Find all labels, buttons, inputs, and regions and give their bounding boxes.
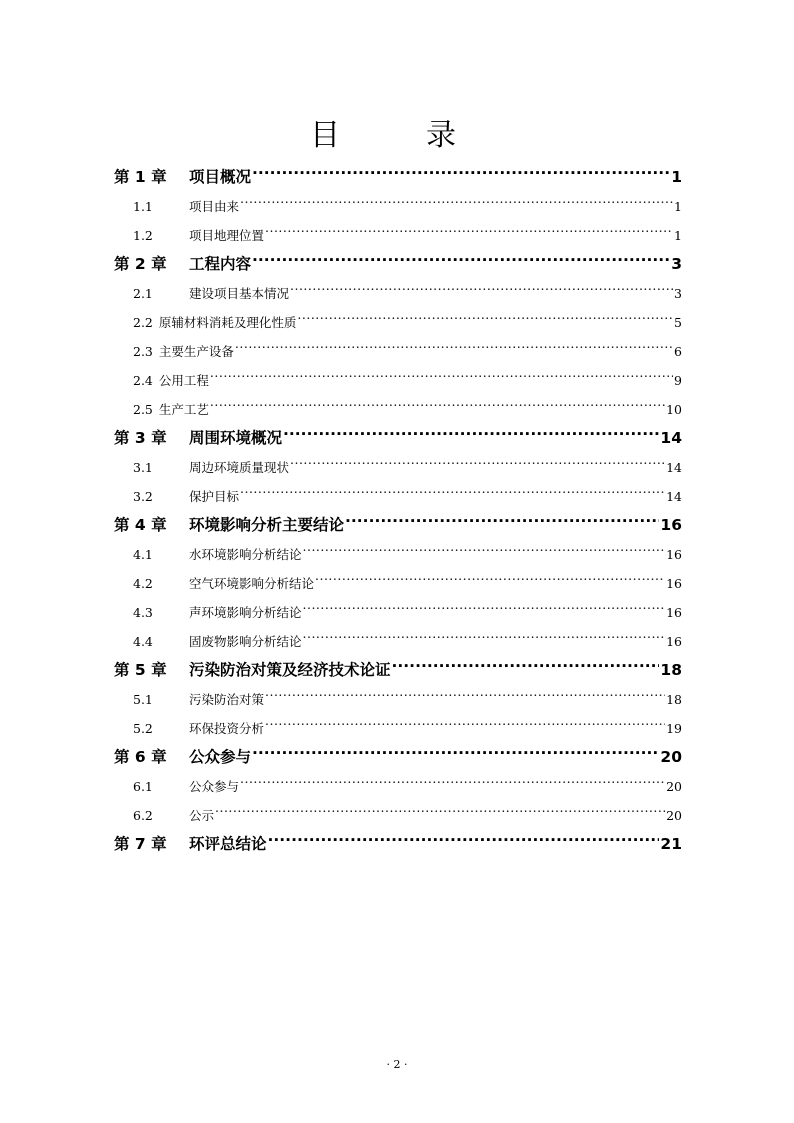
dot-leader [265, 692, 665, 705]
dot-leader [268, 834, 660, 850]
chapter-number: 第 6 章 [114, 748, 167, 766]
page-ref: 14 [660, 429, 682, 447]
section-title: 原辅材料消耗及理化性质 [158, 315, 297, 330]
section-number: 3.1 [133, 460, 153, 475]
section-title: 项目由来 [189, 199, 240, 214]
section-number: 4.3 [133, 605, 153, 620]
dot-leader [252, 254, 670, 270]
section-number: 4.1 [133, 547, 153, 562]
dot-leader [303, 547, 666, 560]
section-number: 4.4 [133, 634, 153, 649]
section-number: 5.2 [133, 721, 153, 736]
chapter-number: 第 7 章 [114, 835, 167, 853]
toc-chapter-entry[interactable] [114, 743, 682, 772]
page-ref: 5 [674, 315, 682, 330]
section-number: 6.2 [133, 808, 153, 823]
toc-section-entry[interactable] [114, 772, 682, 801]
section-title: 保护目标 [189, 489, 240, 504]
dot-leader [252, 167, 670, 183]
page-ref: 16 [660, 516, 682, 534]
page-ref: 20 [666, 808, 682, 823]
toc-section-entry[interactable] [114, 482, 682, 511]
dot-leader [265, 228, 673, 241]
page-ref: 1 [671, 168, 682, 186]
toc-section-entry[interactable] [114, 395, 682, 424]
toc-section-entry[interactable] [114, 221, 682, 250]
toc-section-entry[interactable] [114, 192, 682, 221]
page-ref: 16 [666, 634, 682, 649]
section-title: 污染防治对策 [189, 692, 265, 707]
section-title: 周边环境质量现状 [189, 460, 290, 475]
dot-leader [315, 576, 665, 589]
chapter-title: 项目概况 [189, 168, 252, 186]
section-title: 环保投资分析 [189, 721, 265, 736]
page-ref: 1 [674, 228, 682, 243]
section-number: 2.1 [133, 286, 153, 301]
page-ref: 10 [666, 402, 682, 417]
toc-section-entry[interactable] [114, 569, 682, 598]
chapter-number: 第 1 章 [114, 168, 167, 186]
toc-chapter-entry[interactable] [114, 830, 682, 859]
dot-leader [215, 808, 665, 821]
section-number: 2.2 [133, 315, 153, 330]
dot-leader [210, 373, 673, 386]
dot-leader [303, 605, 666, 618]
page-ref: 14 [666, 460, 682, 475]
page-ref: 16 [666, 576, 682, 591]
page-ref: 18 [660, 661, 682, 679]
toc-section-entry[interactable] [114, 366, 682, 395]
page-ref: 6 [674, 344, 682, 359]
section-title: 声环境影响分析结论 [189, 605, 302, 620]
section-number: 2.3 [133, 344, 153, 359]
chapter-number: 第 5 章 [114, 661, 167, 679]
page-number: · 2 · [386, 1058, 408, 1071]
toc-section-entry[interactable] [114, 308, 682, 337]
section-title: 空气环境影响分析结论 [189, 576, 315, 591]
page-ref: 9 [674, 373, 682, 388]
section-title: 项目地理位置 [189, 228, 265, 243]
dot-leader [265, 721, 665, 734]
page-ref: 14 [666, 489, 682, 504]
section-title: 公众参与 [189, 779, 240, 794]
toc-chapter-entry[interactable] [114, 163, 682, 192]
dot-leader [392, 660, 660, 676]
section-number: 3.2 [133, 489, 153, 504]
page-ref: 20 [666, 779, 682, 794]
toc-section-entry[interactable] [114, 627, 682, 656]
toc-section-entry[interactable] [114, 685, 682, 714]
page-ref: 16 [666, 605, 682, 620]
section-title: 公用工程 [158, 373, 209, 388]
chapter-title: 工程内容 [189, 255, 252, 273]
section-title: 水环境影响分析结论 [189, 547, 302, 562]
chapter-title: 环境影响分析主要结论 [189, 516, 345, 534]
dot-leader [252, 747, 659, 763]
page-ref: 20 [660, 748, 682, 766]
dot-leader [303, 634, 666, 647]
section-title: 建设项目基本情况 [189, 286, 290, 301]
dot-leader [290, 286, 673, 299]
section-number: 4.2 [133, 576, 153, 591]
toc-section-entry[interactable] [114, 453, 682, 482]
section-number: 5.1 [133, 692, 153, 707]
dot-leader [283, 428, 659, 444]
section-number: 2.5 [133, 402, 153, 417]
page-ref: 3 [674, 286, 682, 301]
dot-leader [290, 460, 665, 473]
toc-section-entry[interactable] [114, 540, 682, 569]
toc-section-entry[interactable] [114, 598, 682, 627]
toc-section-entry[interactable] [114, 714, 682, 743]
page-ref: 1 [674, 199, 682, 214]
dot-leader [297, 315, 673, 328]
toc-chapter-entry[interactable] [114, 511, 682, 540]
toc-section-entry[interactable] [114, 801, 682, 830]
chapter-number: 第 4 章 [114, 516, 167, 534]
chapter-number: 第 2 章 [114, 255, 167, 273]
page-ref: 19 [666, 721, 682, 736]
table-of-contents [114, 163, 682, 859]
dot-leader [240, 779, 665, 792]
section-number: 1.2 [133, 228, 153, 243]
dot-leader [235, 344, 673, 357]
section-title: 主要生产设备 [158, 344, 234, 359]
section-title: 生产工艺 [158, 402, 209, 417]
dot-leader [210, 402, 665, 415]
chapter-title: 环评总结论 [189, 835, 267, 853]
page-ref: 16 [666, 547, 682, 562]
toc-section-entry[interactable] [114, 337, 682, 366]
chapter-title: 周围环境概况 [189, 429, 283, 447]
section-number: 1.1 [133, 199, 153, 214]
page-title: 目 录 [310, 118, 484, 153]
page-ref: 18 [666, 692, 682, 707]
section-title: 固废物影响分析结论 [189, 634, 302, 649]
page-ref: 21 [660, 835, 682, 853]
page-ref: 3 [671, 255, 682, 273]
section-title: 公示 [189, 808, 215, 823]
section-number: 6.1 [133, 779, 153, 794]
dot-leader [345, 515, 659, 531]
toc-chapter-entry[interactable] [114, 656, 682, 685]
dot-leader [240, 489, 665, 502]
dot-leader [240, 199, 673, 212]
chapter-title: 公众参与 [189, 748, 252, 766]
toc-chapter-entry[interactable] [114, 250, 682, 279]
section-number: 2.4 [133, 373, 153, 388]
chapter-number: 第 3 章 [114, 429, 167, 447]
toc-section-entry[interactable] [114, 279, 682, 308]
chapter-title: 污染防治对策及经济技术论证 [189, 661, 391, 679]
toc-chapter-entry[interactable] [114, 424, 682, 453]
